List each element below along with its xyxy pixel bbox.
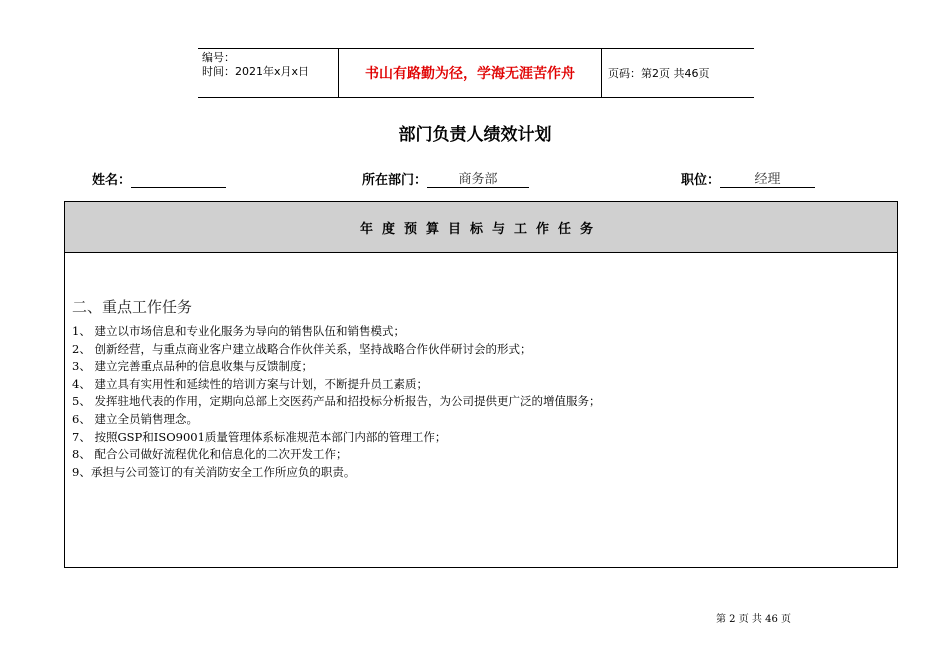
section-heading: 年度预算目标与工作任务 [65,202,897,253]
header-meta [198,49,338,97]
list-item: 2、 创新经营，与重点商业客户建立战略合作伙伴关系，坚持战略合作伙伴研讨会的形式； [72,341,532,356]
task-list [72,323,600,481]
list-item: 6、 建立全员销售理念。 [72,411,198,426]
list-item: 9、承担与公司签订的有关消防安全工作所应负的职责。 [72,464,356,479]
section-subtitle: 二、重点工作任务 [72,298,193,316]
header-page-code: 页码：第2页 共46页 [608,67,710,80]
department-field [362,169,529,188]
header-motto: 书山有路勤为径，学海无涯苦作舟 [338,49,602,97]
list-item: 3、 建立完善重点品种的信息收集与反馈制度； [72,359,313,374]
list-item: 5、 发挥驻地代表的作用，定期向总部上交医药产品和招投标分析报告，为公司提供更广泛的增值服务； [72,394,601,409]
position-field [681,169,815,188]
list-item: 7、 按照GSP和ISO9001质量管理体系标准规范本部门内部的管理工作； [72,429,447,444]
document-title: 部门负责人绩效计划 [398,125,552,145]
department-value: 商务部 [427,172,529,188]
department-label: 所在部门： [362,173,428,188]
name-label: 姓名： [92,173,132,188]
list-item: 8、 配合公司做好流程优化和信息化的二次开发工作； [72,447,348,462]
list-item: 4、 建立具有实用性和延续性的培训方案与计划，不断提升员工素质； [72,376,428,391]
position-value: 经理 [720,172,815,188]
document-number-label: 编号： [202,51,235,64]
task-section [64,201,898,568]
document-header [198,48,754,98]
name-value [131,172,226,188]
document-time: 时间：2021年x月x日 [202,65,310,78]
position-label: 职位： [681,173,721,188]
list-item: 1、 建立以市场信息和专业化服务为导向的销售队伍和销售模式； [72,324,405,338]
page-footer: 第 2 页 共 46 页 [716,614,791,625]
name-field [92,169,226,188]
